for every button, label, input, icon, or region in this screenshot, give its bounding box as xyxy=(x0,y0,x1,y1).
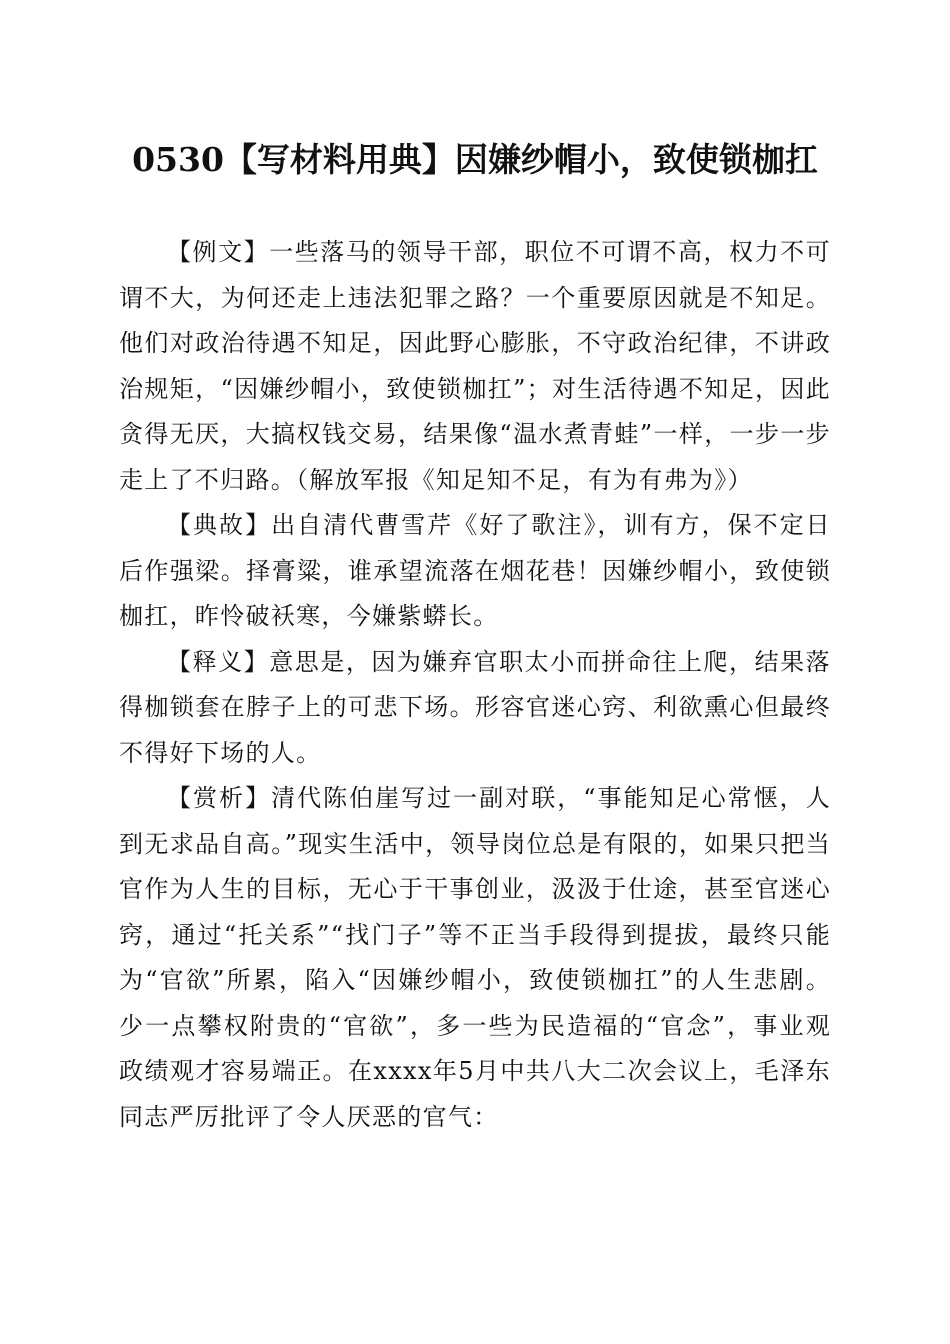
paragraph-allusion: 【典故】出自清代曹雪芹《好了歌注》，训有方，保不定日后作强梁。择膏粱，谁承望流落在烟花巷！因嫌纱帽小，致使锁枷扛，昨怜破袄寒，今嫌紫蟒长。 xyxy=(119,511,831,630)
paragraph-meaning: 【释义】意思是，因为嫌弃官职太小而拼命往上爬，结果落得枷锁套在脖子上的可悲下场。形容官迷心窍、利欲熏心但最终不得好下场的人。 xyxy=(119,647,831,767)
document-body xyxy=(119,230,831,1140)
paragraph-appreciation: 【赏析】清代陈伯崖写过一副对联，“事能知足心常惬，人到无求品自高。”现实生活中，领导岗位总是有限的，如果只把当官作为人生的目标，无心于干事创业，汲汲于仕途，甚至官迷心窍，通过“托关系”“找门子”等不正当手段得到提拔，最终只能为“官欲”所累，陷入“因嫌纱帽小，致使锁枷扛”的人生悲剧。少一点攀权附贵的“官欲”，多一些为民造福的“官念”，事业观政绩观才容易端正。在xxxx年5月中共八大二次会议上，毛泽东同志严厉批评了令人厌恶的官气： xyxy=(119,784,831,1131)
paragraph-example: 【例文】一些落马的领导干部，职位不可谓不高，权力不可谓不大，为何还走上违法犯罪之路？一个重要原因就是不知足。他们对政治待遇不知足，因此野心膨胀，不守政治纪律，不讲政治规矩，“因嫌纱帽小，致使锁枷扛”；对生活待遇不知足，因此贪得无厌，大搞权钱交易，结果像“温水煮青蛙”一样，一步一步走上了不归路。（解放军报《知足知不足，有为有弗为》） xyxy=(119,238,831,494)
document-title: 0530【写材料用典】因嫌纱帽小，致使锁枷扛 xyxy=(132,140,818,179)
